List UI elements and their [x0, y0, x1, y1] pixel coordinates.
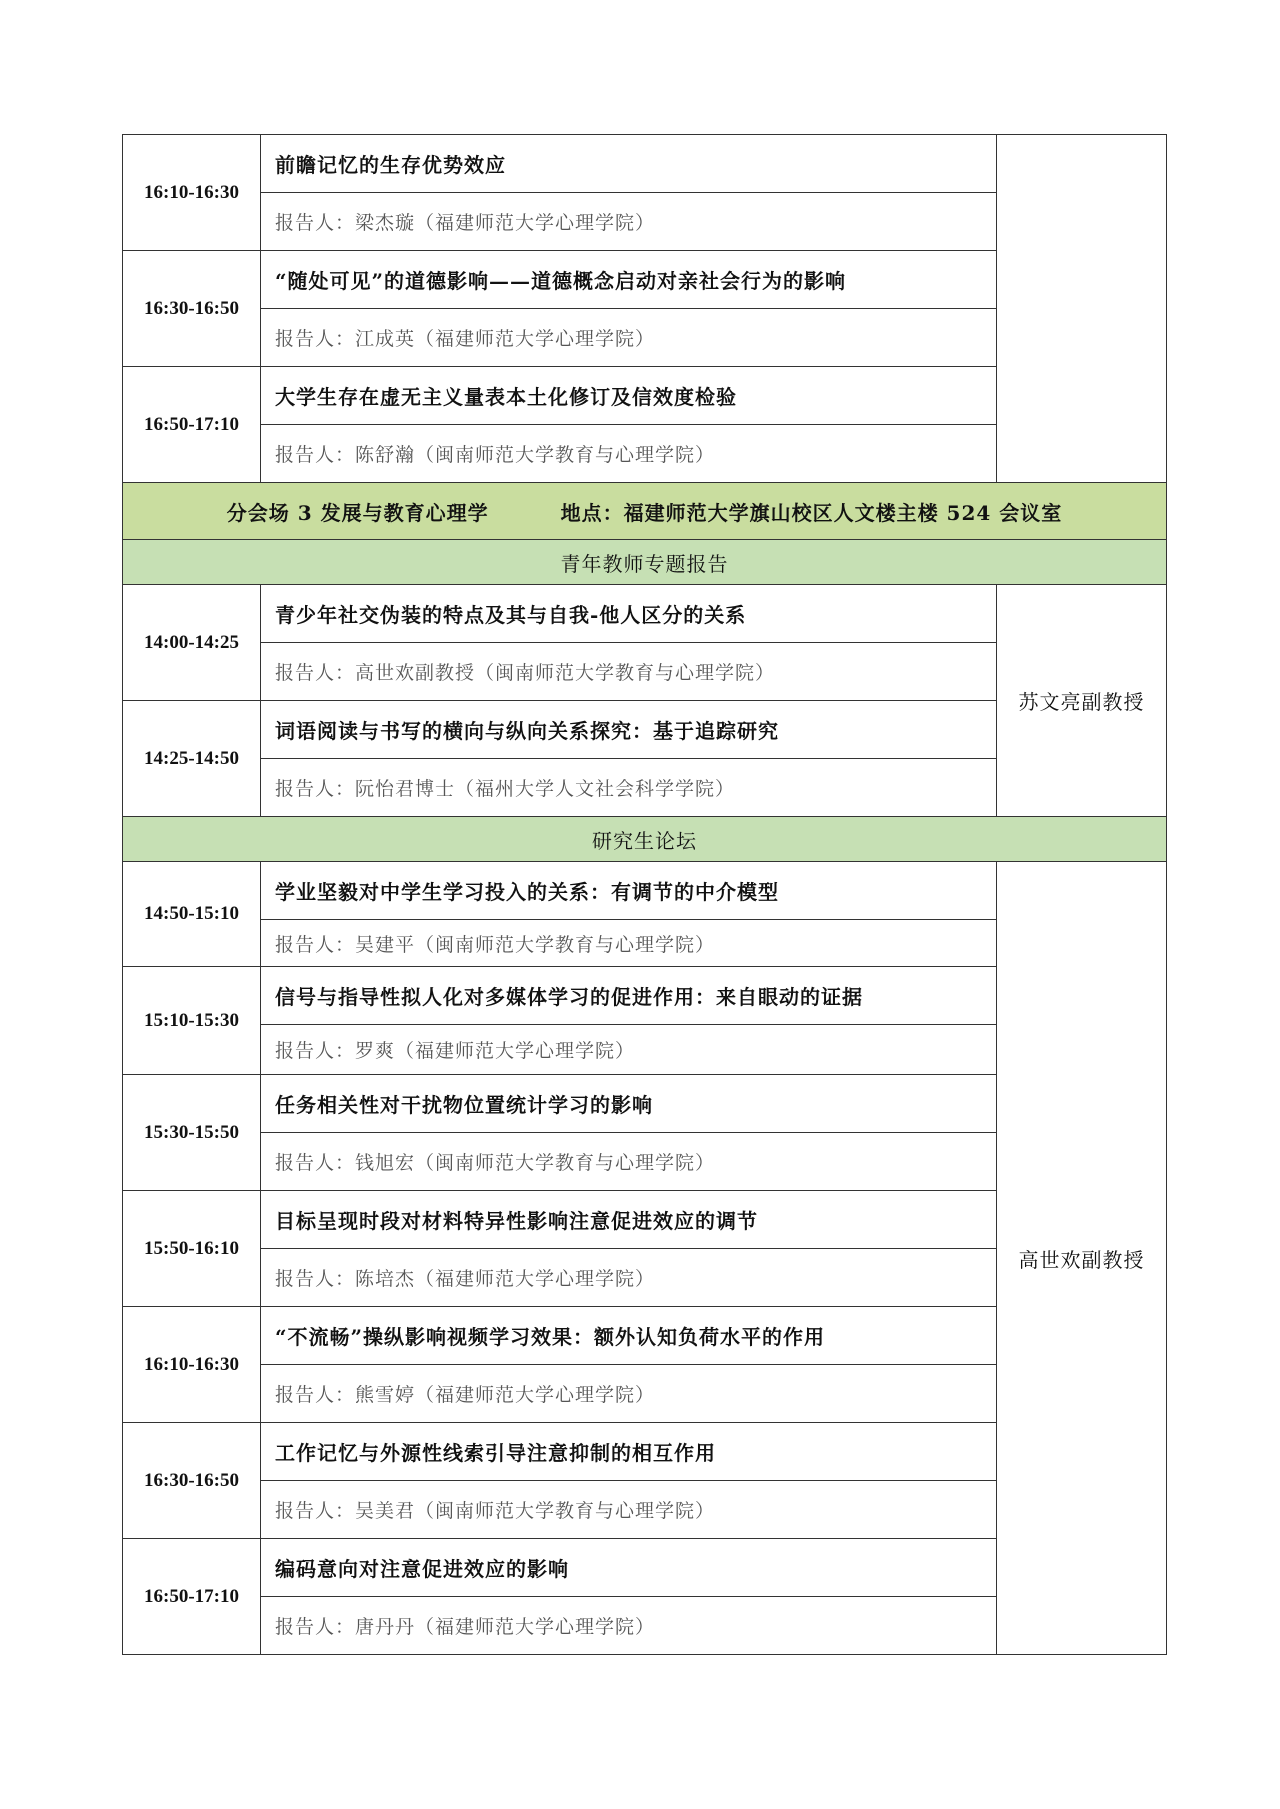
young-teachers-heading: 青年教师专题报告	[123, 540, 1167, 585]
talk-title: 前瞻记忆的生存优势效应	[261, 135, 997, 193]
subsection-header-row	[123, 540, 1167, 585]
session-chair: 高世欢副教授	[997, 862, 1167, 1655]
table-row	[123, 585, 1167, 643]
session-location: 地点：福建师范大学旗山校区人文楼主楼 524 会议室	[560, 500, 1063, 525]
session-header-row	[123, 483, 1167, 540]
grad-forum-heading: 研究生论坛	[123, 817, 1167, 862]
table-row	[123, 135, 1167, 193]
talk-title: “不流畅”操纵影响视频学习效果：额外认知负荷水平的作用	[261, 1307, 997, 1365]
talk-time: 16:50-17:10	[123, 1539, 261, 1655]
talk-time: 16:50-17:10	[123, 367, 261, 483]
talk-title: 编码意向对注意促进效应的影响	[261, 1539, 997, 1597]
talk-title: 信号与指导性拟人化对多媒体学习的促进作用：来自眼动的证据	[261, 967, 997, 1025]
talk-speaker: 报告人：唐丹丹（福建师范大学心理学院）	[261, 1597, 997, 1655]
talk-title: 工作记忆与外源性线索引导注意抑制的相互作用	[261, 1423, 997, 1481]
subsection-header-row	[123, 817, 1167, 862]
talk-title: 任务相关性对干扰物位置统计学习的影响	[261, 1075, 997, 1133]
talk-time: 14:00-14:25	[123, 585, 261, 701]
talk-time: 16:30-16:50	[123, 1423, 261, 1539]
talk-time: 14:25-14:50	[123, 701, 261, 817]
talk-time: 14:50-15:10	[123, 862, 261, 967]
talk-title: 大学生存在虚无主义量表本土化修订及信效度检验	[261, 367, 997, 425]
talk-speaker: 报告人：陈培杰（福建师范大学心理学院）	[261, 1249, 997, 1307]
table-row	[123, 862, 1167, 920]
talk-speaker: 报告人：熊雪婷（福建师范大学心理学院）	[261, 1365, 997, 1423]
talk-time: 15:10-15:30	[123, 967, 261, 1075]
talk-speaker: 报告人：江成英（福建师范大学心理学院）	[261, 309, 997, 367]
talk-speaker: 报告人：高世欢副教授（闽南师范大学教育与心理学院）	[261, 643, 997, 701]
talk-speaker: 报告人：吴建平（闽南师范大学教育与心理学院）	[261, 920, 997, 967]
schedule-table	[122, 134, 1167, 1655]
talk-speaker: 报告人：陈舒瀚（闽南师范大学教育与心理学院）	[261, 425, 997, 483]
talk-time: 15:50-16:10	[123, 1191, 261, 1307]
talk-time: 16:10-16:30	[123, 1307, 261, 1423]
talk-title: 学业坚毅对中学生学习投入的关系：有调节的中介模型	[261, 862, 997, 920]
session-name: 分会场 3 发展与教育心理学	[226, 500, 489, 525]
talk-speaker: 报告人：阮怡君博士（福州大学人文社会科学学院）	[261, 759, 997, 817]
talk-time: 16:10-16:30	[123, 135, 261, 251]
talk-title: 青少年社交伪装的特点及其与自我-他人区分的关系	[261, 585, 997, 643]
talk-speaker: 报告人：钱旭宏（闽南师范大学教育与心理学院）	[261, 1133, 997, 1191]
talk-time: 15:30-15:50	[123, 1075, 261, 1191]
talk-speaker: 报告人：罗爽（福建师范大学心理学院）	[261, 1025, 997, 1075]
chair-cell-empty	[997, 135, 1167, 483]
talk-title: “随处可见”的道德影响——道德概念启动对亲社会行为的影响	[261, 251, 997, 309]
talk-time: 16:30-16:50	[123, 251, 261, 367]
talk-title: 目标呈现时段对材料特异性影响注意促进效应的调节	[261, 1191, 997, 1249]
talk-speaker: 报告人：吴美君（闽南师范大学教育与心理学院）	[261, 1481, 997, 1539]
session-chair: 苏文亮副教授	[997, 585, 1167, 817]
session-header	[123, 483, 1167, 540]
talk-title: 词语阅读与书写的横向与纵向关系探究：基于追踪研究	[261, 701, 997, 759]
talk-speaker: 报告人：梁杰璇（福建师范大学心理学院）	[261, 193, 997, 251]
